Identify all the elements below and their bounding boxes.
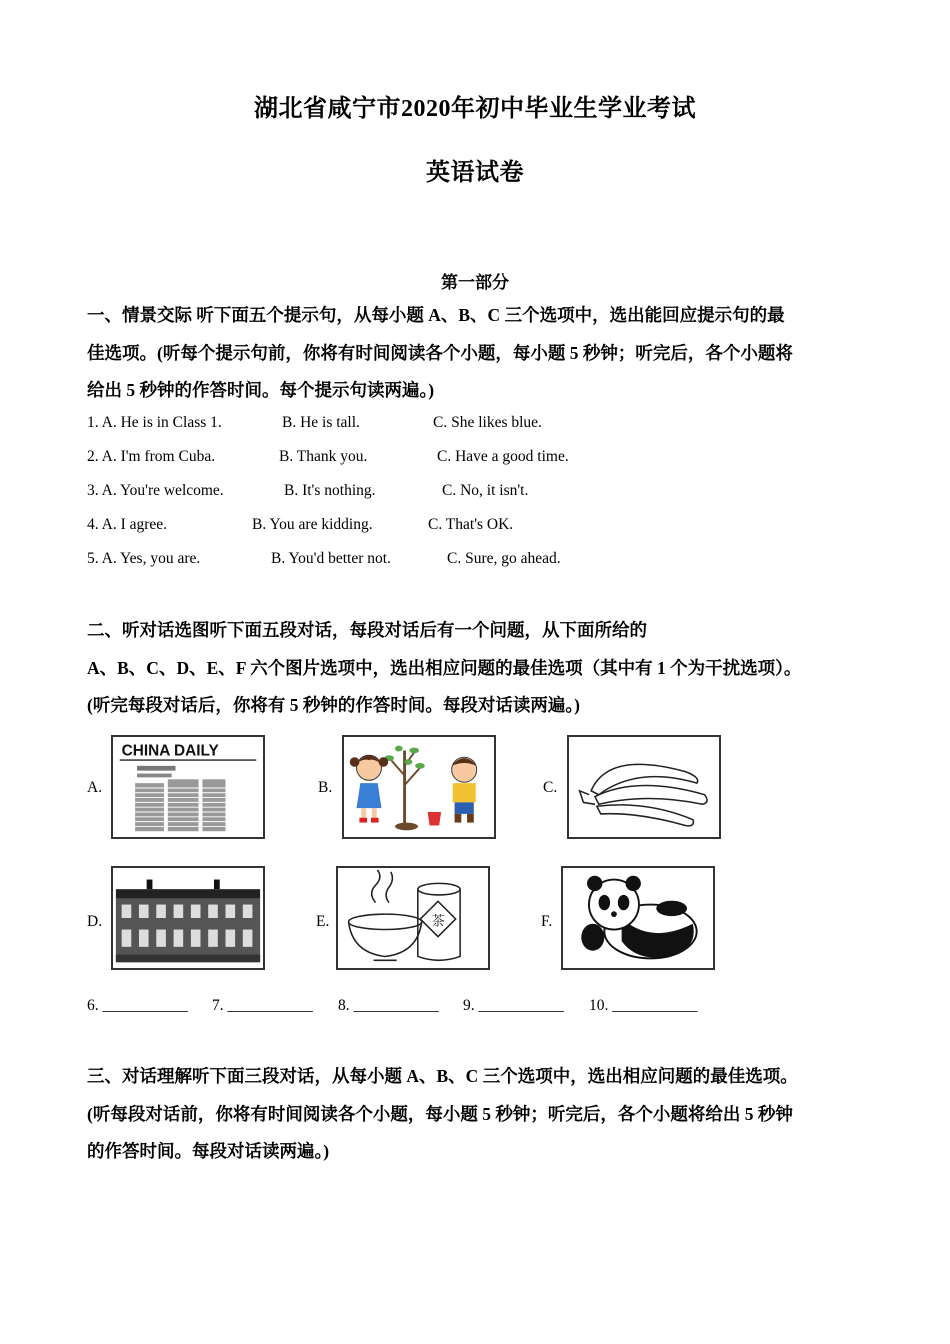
picture-label: F.	[541, 913, 553, 930]
exam-title: 湖北省咸宁市2020年初中毕业生学业考试	[254, 96, 696, 122]
question-row	[87, 516, 867, 536]
section3-instruction-line: 的作答时间。每段对话读两遍。)	[87, 1141, 330, 1161]
option-a: 1. A. He is in Class 1.	[87, 414, 222, 431]
section3-instruction-line: 三、对话理解听下面三段对话，从每小题 A、B、C 三个选项中，选出相应问题的最佳选项。	[87, 1066, 798, 1086]
option-c: C. Have a good time.	[437, 448, 569, 465]
part-heading: 第一部分	[441, 273, 509, 292]
tea-picture	[336, 866, 490, 970]
option-a: 4. A. I agree.	[87, 516, 168, 533]
building-icon	[113, 868, 263, 968]
newspaper-masthead: CHINA DAILY	[121, 742, 219, 760]
answer-blank[interactable]: 6. ___________	[87, 997, 188, 1014]
section1-instruction-line: 佳选项。(听每个提示句前，你将有时间阅读各个小题，每小题 5 秒钟；听完后，各个小题将	[87, 343, 793, 363]
option-c: C. No, it isn't.	[442, 482, 529, 499]
answer-blank[interactable]: 10. ___________	[589, 997, 698, 1014]
newspaper-icon	[113, 737, 263, 837]
tea-icon	[338, 868, 488, 968]
section2-instruction-line: (听完每段对话后，你将有 5 秒钟的作答时间。每段对话读两遍。)	[87, 695, 580, 715]
old-building-picture	[111, 866, 265, 970]
option-c: C. Sure, go ahead.	[447, 550, 561, 567]
section2-instruction-line: A、B、C、D、E、F 六个图片选项中，选出相应问题的最佳选项（其中有 1 个为干扰选项）。	[87, 658, 802, 678]
option-a: 5. A. Yes, you are.	[87, 550, 201, 567]
children-tree-icon	[344, 737, 494, 837]
question-row	[87, 550, 867, 570]
option-a: 2. A. I'm from Cuba.	[87, 448, 216, 465]
picture-label: E.	[316, 913, 330, 930]
section2-instruction-line: 二、听对话选图听下面五段对话，每段对话后有一个问题，从下面所给的	[87, 620, 647, 640]
question-row	[87, 448, 867, 468]
picture-label: A.	[87, 779, 103, 796]
option-c: C. That's OK.	[428, 516, 514, 533]
tea-can-character: 茶	[431, 914, 445, 930]
section1-instruction-line: 一、情景交际 听下面五个提示句，从每小题 A、B、C 三个选项中，选出能回应提示句的最	[87, 305, 785, 325]
section1-instruction-line: 给出 5 秒钟的作答时间。每个提示句读两遍。)	[87, 380, 435, 400]
section3-instruction-line: (听每段对话前，你将有时间阅读各个小题，每小题 5 秒钟；听完后，各个小题将给出 5 秒钟	[87, 1104, 793, 1124]
bananas-icon	[569, 737, 719, 837]
option-b: B. You are kidding.	[252, 516, 373, 533]
newspaper-picture	[111, 735, 265, 839]
panda-icon	[563, 868, 713, 968]
bananas-picture	[567, 735, 721, 839]
picture-label: D.	[87, 913, 103, 930]
option-b: B. He is tall.	[282, 414, 360, 431]
answer-blank[interactable]: 7. ___________	[212, 997, 313, 1014]
question-row	[87, 414, 867, 434]
option-b: B. It's nothing.	[284, 482, 376, 499]
answer-blank[interactable]: 9. ___________	[463, 997, 564, 1014]
picture-label: C.	[543, 779, 558, 796]
exam-subtitle: 英语试卷	[426, 160, 524, 186]
panda-picture	[561, 866, 715, 970]
option-b: B. Thank you.	[279, 448, 368, 465]
option-a: 3. A. You're welcome.	[87, 482, 224, 499]
picture-label: B.	[318, 779, 333, 796]
answer-blank[interactable]: 8. ___________	[338, 997, 439, 1014]
option-c: C. She likes blue.	[433, 414, 542, 431]
option-b: B. You'd better not.	[271, 550, 391, 567]
children-planting-tree-picture	[342, 735, 496, 839]
question-row	[87, 482, 867, 502]
